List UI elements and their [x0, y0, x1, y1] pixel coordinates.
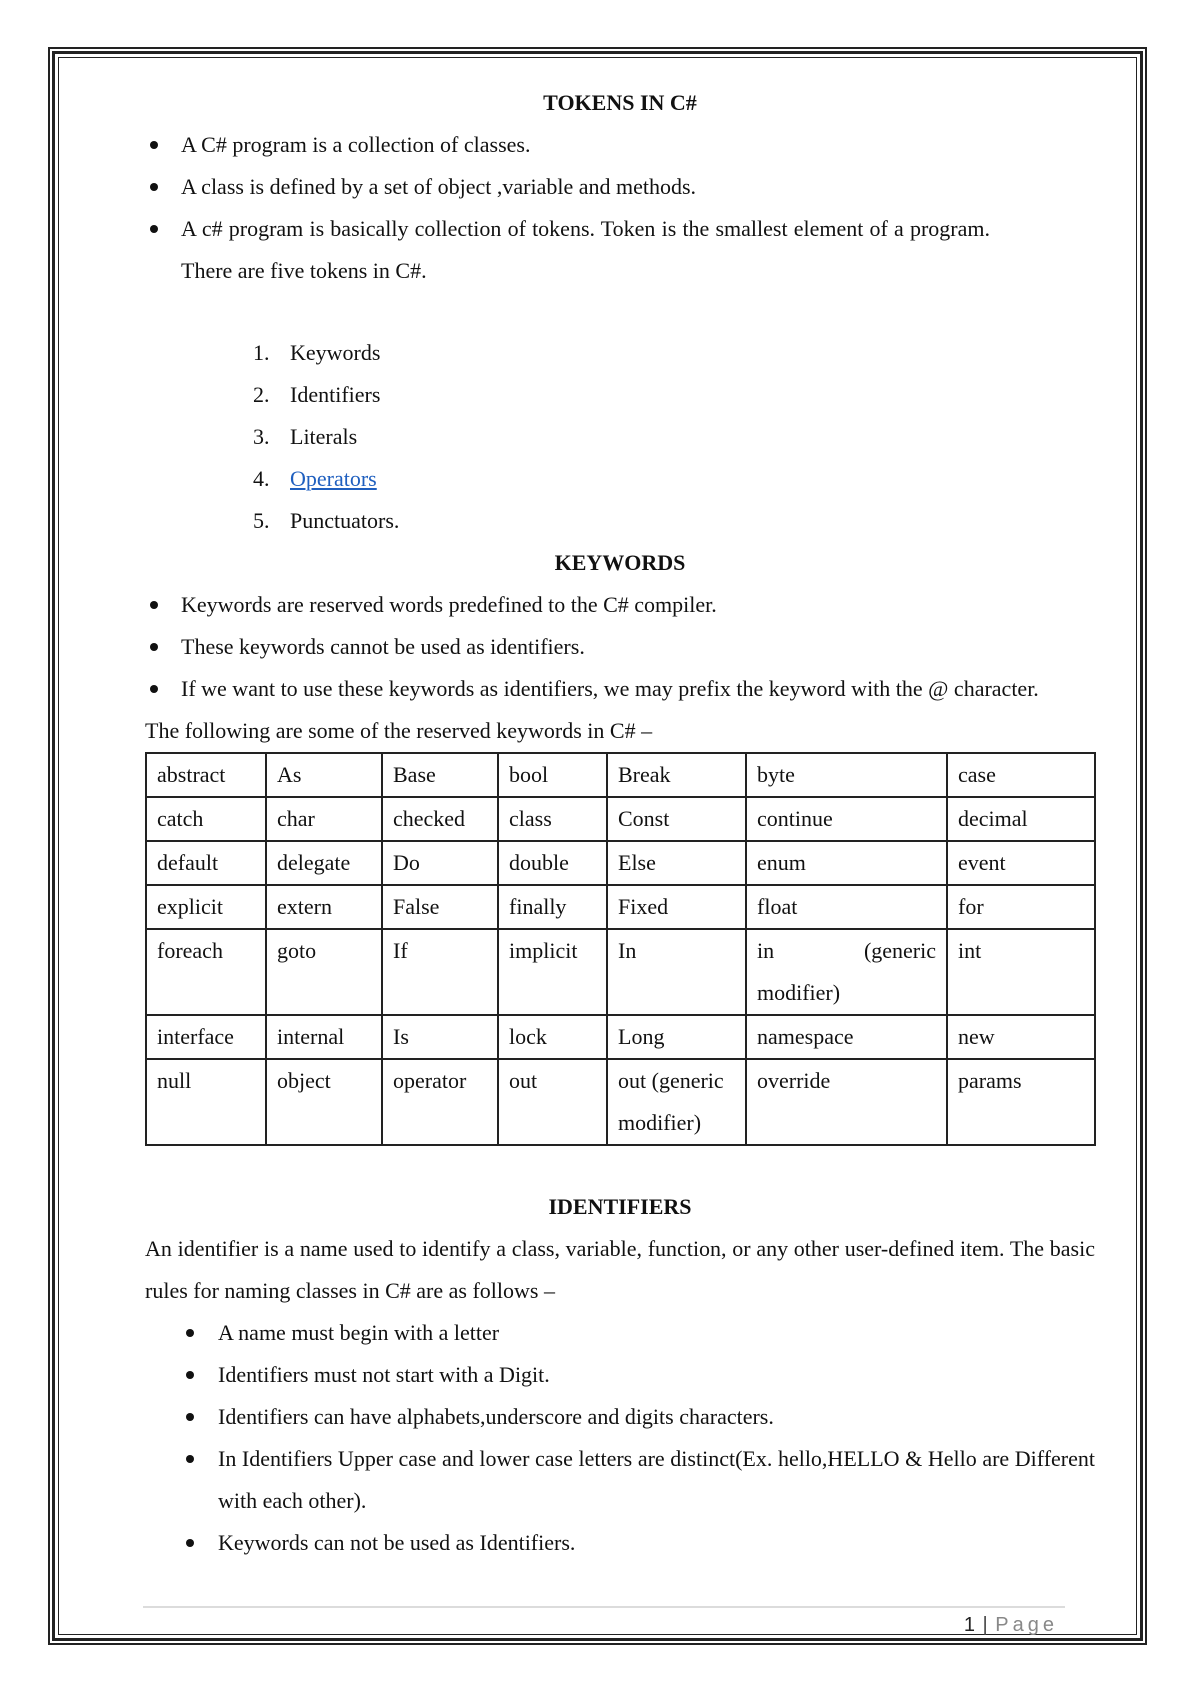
table-cell: False — [382, 885, 498, 929]
table-cell: extern — [266, 885, 382, 929]
table-cell: Is — [382, 1015, 498, 1059]
list-item: 3. Literals — [253, 424, 358, 449]
table-cell: enum — [746, 841, 947, 885]
list-item: A c# program is basically collection of tokens. Token is the smallest element of a program. There are five tokens in C#. — [145, 208, 1095, 292]
identifiers-intro: An identifier is a name used to identify a class, variable, function, or any other user-defined item. The basic rules for naming classes in C# are as follows – — [145, 1236, 1095, 1303]
table-row — [146, 1015, 1095, 1059]
table-cell: Do — [382, 841, 498, 885]
tokens-heading: TOKENS IN C# — [543, 90, 697, 115]
list-item: Keywords are reserved words predefined to the C# compiler. — [145, 584, 1095, 626]
keywords-bullets — [145, 584, 1095, 710]
table-row — [146, 841, 1095, 885]
identifiers-bullets — [145, 1312, 1095, 1564]
table-cell: bool — [498, 753, 607, 797]
list-item: 2. Identifiers — [253, 382, 381, 407]
table-cell: finally — [498, 885, 607, 929]
table-row — [146, 753, 1095, 797]
table-cell: operator — [382, 1059, 498, 1145]
list-item: These keywords cannot be used as identifiers. — [145, 626, 1095, 668]
table-cell: null — [146, 1059, 266, 1145]
table-cell: delegate — [266, 841, 382, 885]
table-cell: Base — [382, 753, 498, 797]
list-item: If we want to use these keywords as identifiers, we may prefix the keyword with the @ character. — [145, 668, 1095, 710]
page-footer — [940, 1614, 1058, 1637]
table-cell: out (generic modifier) — [607, 1059, 746, 1145]
table-row — [146, 797, 1095, 841]
identifiers-heading: IDENTIFIERS — [548, 1194, 692, 1219]
table-cell: goto — [266, 929, 382, 1015]
table-row — [146, 929, 1095, 1015]
table-cell: Break — [607, 753, 746, 797]
page-number: 1 — [963, 1614, 976, 1636]
table-cell: Const — [607, 797, 746, 841]
table-cell: foreach — [146, 929, 266, 1015]
footer-rule — [143, 1606, 1065, 1608]
table-cell: As — [266, 753, 382, 797]
table-cell: Long — [607, 1015, 746, 1059]
list-item: 5. Punctuators. — [253, 508, 400, 533]
list-item: In Identifiers Upper case and lower case letters are distinct(Ex. hello,HELLO & Hello are Different with each other). — [145, 1438, 1095, 1522]
table-cell: new — [947, 1015, 1095, 1059]
table-cell: catch — [146, 797, 266, 841]
table-row — [146, 1059, 1095, 1145]
list-item: Keywords can not be used as Identifiers. — [145, 1522, 1095, 1564]
list-item: A class is defined by a set of object ,variable and methods. — [145, 166, 1095, 208]
keywords-heading: KEYWORDS — [554, 550, 686, 575]
table-cell: Else — [607, 841, 746, 885]
table-cell: byte — [746, 753, 947, 797]
page-label: Page — [995, 1614, 1058, 1636]
table-row — [146, 885, 1095, 929]
list-item: A name must begin with a letter — [145, 1312, 1095, 1354]
table-cell: char — [266, 797, 382, 841]
table-cell: explicit — [146, 885, 266, 929]
table-cell: out — [498, 1059, 607, 1145]
table-cell: namespace — [746, 1015, 947, 1059]
table-cell: default — [146, 841, 266, 885]
tokens-bullets — [145, 124, 1095, 292]
table-cell: override — [746, 1059, 947, 1145]
table-cell: lock — [498, 1015, 607, 1059]
table-cell: decimal — [947, 797, 1095, 841]
list-item: 1. Keywords — [253, 340, 381, 365]
table-cell: Fixed — [607, 885, 746, 929]
table-cell: float — [746, 885, 947, 929]
footer-separator: | — [982, 1614, 989, 1636]
list-item: A C# program is a collection of classes. — [145, 124, 1095, 166]
table-cell: int — [947, 929, 1095, 1015]
operators-link[interactable]: Operators — [290, 466, 377, 491]
table-cell: implicit — [498, 929, 607, 1015]
keywords-intro: The following are some of the reserved keywords in C# – — [145, 718, 653, 743]
table-cell: event — [947, 841, 1095, 885]
list-item: 4. Operators — [253, 466, 377, 491]
table-cell: If — [382, 929, 498, 1015]
table-cell: in (generic modifier) — [746, 929, 947, 1015]
table-cell: case — [947, 753, 1095, 797]
table-cell: for — [947, 885, 1095, 929]
table-cell: continue — [746, 797, 947, 841]
keywords-table — [145, 752, 1096, 1146]
list-item: Identifiers must not start with a Digit. — [145, 1354, 1095, 1396]
table-cell: class — [498, 797, 607, 841]
table-cell: interface — [146, 1015, 266, 1059]
tokens-list — [145, 332, 1095, 542]
table-cell: object — [266, 1059, 382, 1145]
document-body — [145, 82, 1095, 1564]
table-cell: internal — [266, 1015, 382, 1059]
table-cell: In — [607, 929, 746, 1015]
table-cell: params — [947, 1059, 1095, 1145]
list-item: Identifiers can have alphabets,underscore and digits characters. — [145, 1396, 1095, 1438]
table-cell: double — [498, 841, 607, 885]
table-cell: checked — [382, 797, 498, 841]
table-cell: abstract — [146, 753, 266, 797]
